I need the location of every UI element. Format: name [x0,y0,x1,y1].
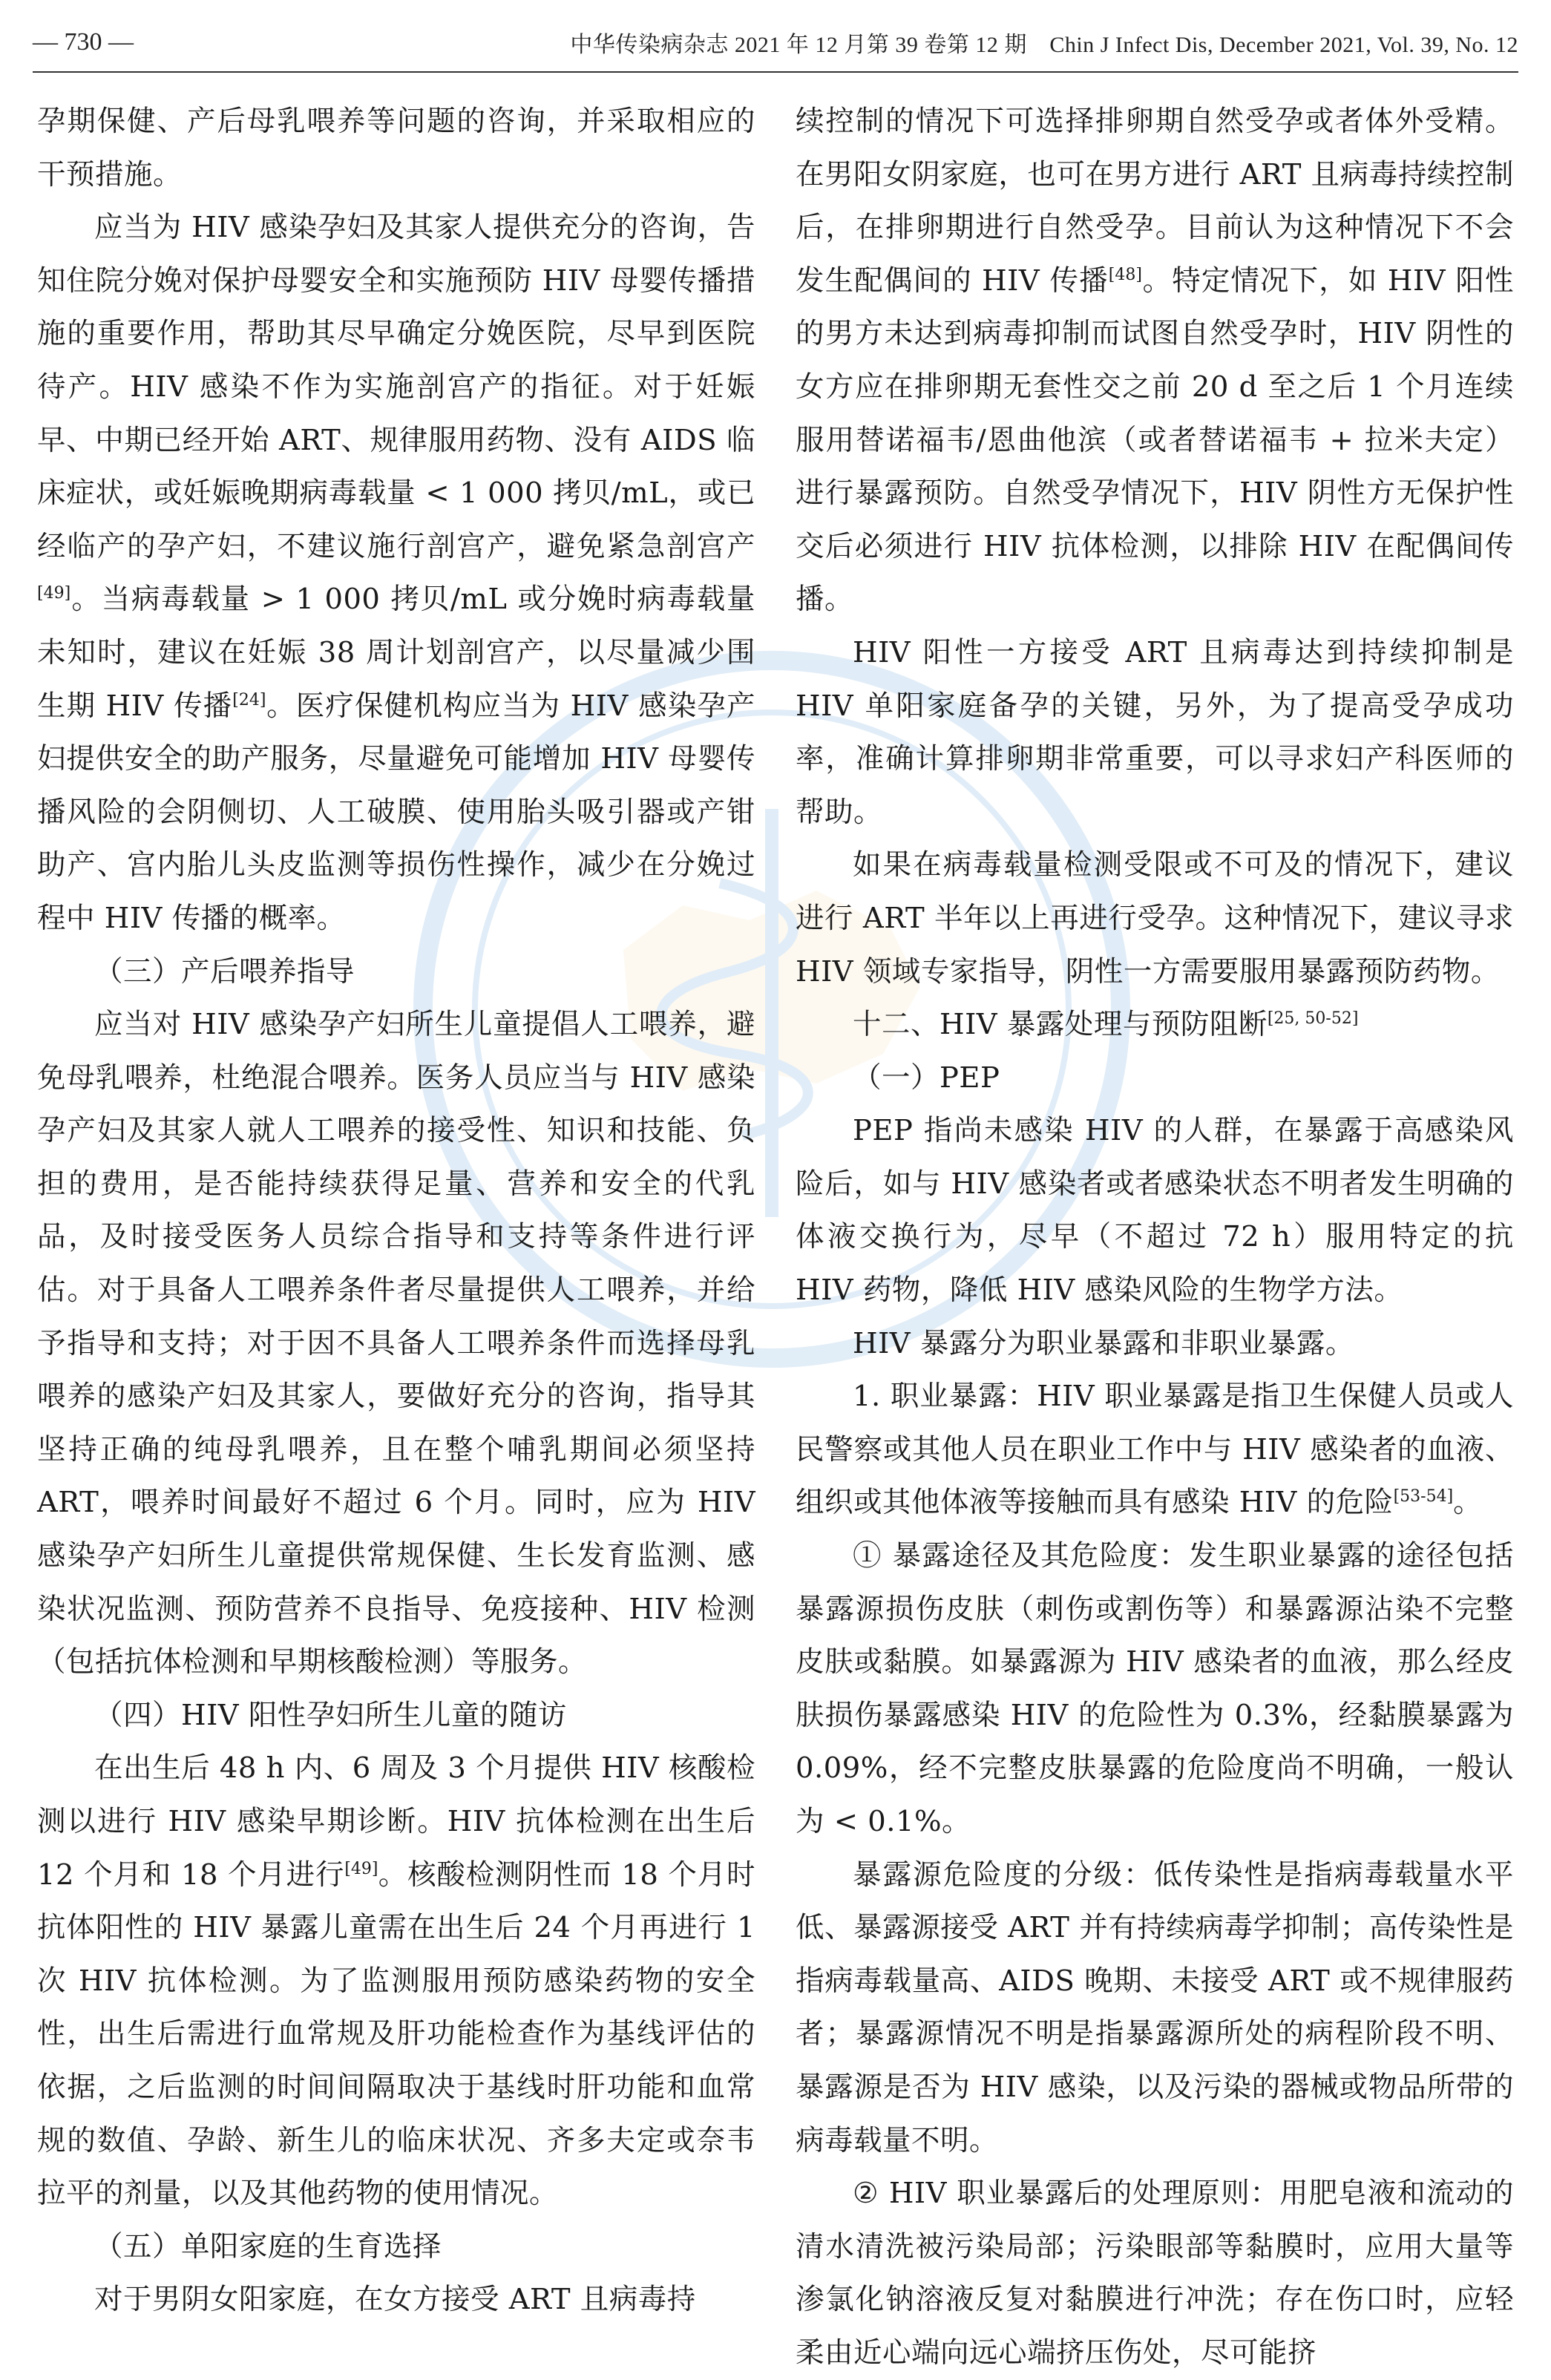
citation-ref[interactable]: [24] [232,690,266,709]
paragraph: 应当对 HIV 感染孕产妇所生儿童提倡人工喂养，避免母乳喂养，杜绝混合喂养。医务人员应当与 HIV 感染孕产妇及其家人就人工喂养的接受性、知识和技能、负担的费用，是否能持续获得足量、营养和安全的代乳品，及时接受医务人员综合指导和支持等条件进行评估。对于具备人工喂养条件者尽量提供人工喂养，并给予指导和支持；对于因不具备人工喂养条件而选择母乳喂养的感染产妇及其家人，要做好充分的咨询，指导其坚持正确的纯母乳喂养，且在整个哺乳期间必须坚持 ART，喂养时间最好不超过 6 个月。同时，应为 HIV 感染孕产妇所生儿童提供常规保健、生长发育监测、感染状况监测、预防营养不良指导、免疫接种、HIV 检测（包括抗体检测和早期核酸检测）等服务。 [37,1008,755,1679]
paragraph: 对于男阴女阳家庭，在女方接受 ART 且病毒持 [94,2283,696,2317]
paragraph: HIV 暴露分为职业暴露和非职业暴露。 [853,1326,1354,1360]
paragraph: ② HIV 职业暴露后的处理原则：用肥皂液和流动的清水清洗被污染局部；污染眼部等黏膜时，应用大量等渗氯化钠溶液反复对黏膜进行冲洗；存在伤口时，应轻柔由近心端向远心端挤压伤处，尽可能挤 [796,2177,1514,2370]
paragraph-text: 续控制的情况下可选择排卵期自然受孕或者体外受精。在男阳女阴家庭，也可在男方进行 ART 且病毒持续控制后，在排卵期进行自然受孕。目前认为这种情况下不会发生配偶间的 HIV 传播 [796,105,1514,298]
paragraph-text: 。 [1453,1486,1483,1520]
paragraph-text: 在出生后 48 h 内、6 周及 3 个月提供 HIV 核酸检测以进行 HIV 感染早期诊断。HIV 抗体检测在出生后 12 个月和 18 个月进行 [37,1751,755,1892]
paragraph: 暴露源危险度的分级：低传染性是指病毒载量水平低、暴露源接受 ART 并有持续病毒学抑制；高传染性是指病毒载量高、AIDS 晚期、未接受 ART 或不规律服药者；暴露源情况不明是指暴露源所处的病程阶段不明、暴露源是否为 HIV 感染，以及污染的器械或物品所带的病毒载量不明。 [796,1858,1514,2157]
paragraph [37,201,755,945]
section-heading: （五）单阳家庭的生育选择 [94,2229,442,2263]
article-body [37,95,1514,2370]
citation-ref[interactable]: [25, 50-52] [1267,1009,1359,1029]
paragraph: 如果在病毒载量检测受限或不可及的情况下，建议进行 ART 半年以上再进行受孕。这种情况下，建议寻求 HIV 领域专家指导，阴性一方需要服用暴露预防药物。 [796,848,1514,989]
page-number: — 730 — [33,28,134,56]
paragraph-text: 。医疗保健机构应当为 HIV 感染孕产妇提供安全的助产服务，尽量避免可能增加 HIV 母婴传播风险的会阴侧切、人工破膜、使用胎头吸引器或产钳助产、宫内胎儿头皮监测等损伤性操作，减少在分娩过程中 HIV 传播的概率。 [37,689,755,935]
header-rule [33,71,1518,73]
paragraph-text: 1. 职业暴露：HIV 职业暴露是指卫生保健人员或人民警察或其他人员在职业工作中与 HIV 感染者的血液、组织或其他体液等接触而具有感染 HIV 的危险 [796,1380,1514,1520]
right-column [796,95,1514,2370]
left-column [37,95,755,2317]
section-heading: （四）HIV 阳性孕妇所生儿童的随访 [94,1698,567,1732]
citation-ref[interactable]: [48] [1108,265,1142,284]
paragraph-text: 。特定情况下，如 HIV 阳性的男方未达到病毒抑制而试图自然受孕时，HIV 阴性的女方应在排卵期无套性交之前 20 d 至之后 1 个月连续服用替诺福韦/恩曲他滨（或者替诺福韦 + 拉米夫定）进行暴露预防。自然受孕情况下，HIV 阴性方无保护性交后必须进行 HIV 抗体检测，以排除 HIV 在配偶间传播。 [796,263,1514,617]
paragraph [796,1370,1514,1530]
paragraph-text: 。当病毒载量 > 1 000 拷贝/mL 或分娩时病毒载量未知时，建议在妊娠 38 周计划剖宫产，以尽量减少围生期 HIV 传播 [37,583,755,723]
paragraph-text: 。核酸检测阴性而 18 个月时抗体阳性的 HIV 暴露儿童需在出生后 24 个月再进行 1 次 HIV 抗体检测。为了监测服用预防感染药物的安全性，出生后需进行血常规及肝功能检查作为基线评估的依据，之后监测的时间间隔取决于基线时肝功能和血常规的数值、孕龄、新生儿的临床状况、齐多夫定或奈韦拉平的剂量，以及其他药物的使用情况。 [37,1858,755,2211]
paragraph [796,95,1514,626]
section-heading: （一）PEP [853,1060,1000,1095]
citation-ref[interactable]: [49] [37,584,71,603]
section-heading [796,998,1514,1052]
journal-citation: 中华传染病杂志 2021 年 12 月第 39 卷第 12 期 Chin J Infect Dis, December 2021, Vol. 39, No. 12 [570,33,1518,57]
citation-ref[interactable]: [49] [344,1859,378,1878]
paragraph [37,1742,755,2220]
section-heading: （三）产后喂养指导 [94,954,355,989]
citation-ref[interactable]: [53-54] [1393,1487,1454,1507]
paragraph: HIV 阳性一方接受 ART 且病毒达到持续抑制是 HIV 单阳家庭备孕的关键，另外，为了提高受孕成功率，准确计算排卵期非常重要，可以寻求妇产科医师的帮助。 [796,635,1514,829]
paragraph: 孕期保健、产后母乳喂养等问题的咨询，并采取相应的干预措施。 [37,105,755,191]
running-header [33,21,1518,64]
paragraph-text: 应当为 HIV 感染孕妇及其家人提供充分的咨询，告知住院分娩对保护母婴安全和实施预防 HIV 母婴传播措施的重要作用，帮助其尽早确定分娩医院，尽早到医院待产。HIV 感染不作为实施剖宫产的指征。对于妊娠早、中期已经开始 ART、规律服用药物、没有 AIDS 临床症状，或妊娠晚期病毒载量 < 1 000 拷贝/mL，或已经临产的孕产妇，不建议施行剖宫产，避免紧急剖宫产 [37,211,755,563]
paragraph: PEP 指尚未感染 HIV 的人群，在暴露于高感染风险后，如与 HIV 感染者或者感染状态不明者发生明确的体液交换行为，尽早（不超过 72 h）服用特定的抗 HIV 药物，降低 HIV 感染风险的生物学方法。 [796,1114,1514,1308]
paragraph: ① 暴露途径及其危险度：发生职业暴露的途径包括暴露源损伤皮肤（刺伤或割伤等）和暴露源沾染不完整皮肤或黏膜。如暴露源为 HIV 感染者的血液，那么经皮肤损伤暴露感染 HIV 的危险性为 0.3%，经黏膜暴露为 0.09%，经不完整皮肤暴露的危险度尚不明确，一般认为 < 0.1%。 [796,1539,1514,1838]
section-heading-text: 十二、HIV 暴露处理与预防阻断 [853,1008,1268,1042]
